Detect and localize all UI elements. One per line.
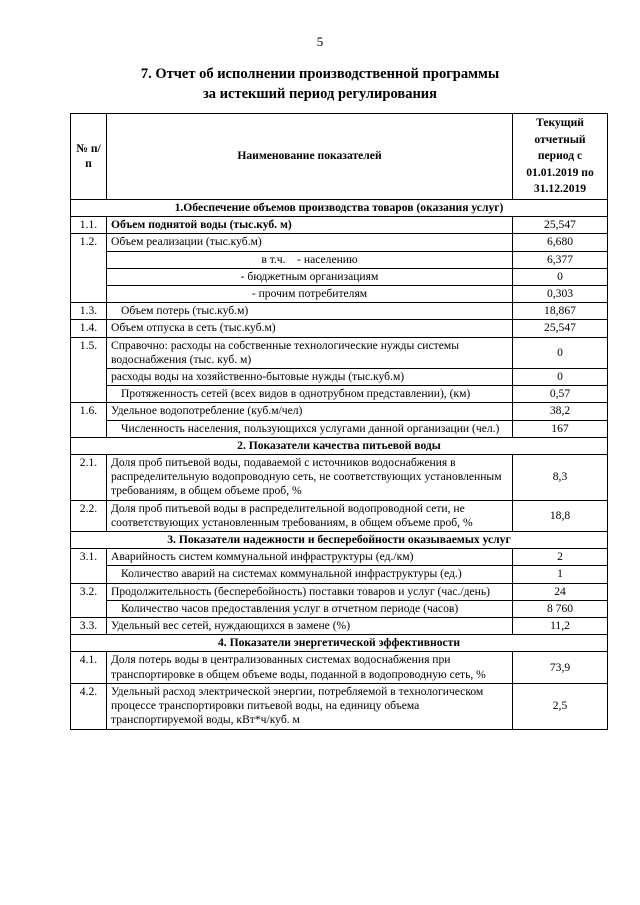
table-row <box>71 337 608 368</box>
row-name: Продолжительность (бесперебойность) поставки товаров и услуг (час./день) <box>107 583 513 600</box>
title-line-2: за истекший период регулирования <box>202 86 438 102</box>
table-row <box>71 403 608 420</box>
table-row <box>71 683 608 729</box>
row-value: 6,680 <box>513 234 608 251</box>
row-number: 3.2. <box>71 583 107 617</box>
row-name: расходы воды на хозяйственно-бытовые нужды (тыс.куб.м) <box>107 369 513 386</box>
table-row <box>71 303 608 320</box>
section-3-title: 3. Показатели надежности и бесперебойности оказываемых услуг <box>71 532 608 549</box>
row-value: 0 <box>513 337 608 368</box>
table-row <box>71 600 608 617</box>
table-row <box>71 500 608 531</box>
page-number: 5 <box>316 34 324 49</box>
row-name: Доля проб питьевой воды в распределительной водопроводной сети, не соответствующих установленным требованиям, в общем объеме проб, % <box>107 500 513 531</box>
row-value: 2,5 <box>513 683 608 729</box>
row-name: Справочно: расходы на собственные технологические нужды системы водоснабжения (тыс. куб. м) <box>107 337 513 368</box>
row-value: 73,9 <box>513 652 608 683</box>
row-name: Объем потерь (тыс.куб.м) <box>107 303 513 320</box>
table-row <box>71 268 608 285</box>
row-number: 2.1. <box>71 455 107 501</box>
table-row <box>71 286 608 303</box>
table-row <box>71 420 608 437</box>
table-row <box>71 369 608 386</box>
row-value: 0 <box>513 369 608 386</box>
row-name: Удельный вес сетей, нуждающихся в замене (%) <box>107 618 513 635</box>
report-table <box>70 113 608 730</box>
section-4-title: 4. Показатели энергетической эффективности <box>71 635 608 652</box>
row-number: 4.2. <box>71 683 107 729</box>
table-row <box>71 566 608 583</box>
table-row <box>71 618 608 635</box>
row-name: Количество часов предоставления услуг в отчетном периоде (часов) <box>107 600 513 617</box>
row-value: 0 <box>513 268 608 285</box>
table-row <box>71 234 608 251</box>
table-row <box>71 583 608 600</box>
row-number: 1.3. <box>71 303 107 320</box>
row-number: 1.6. <box>71 403 107 437</box>
table-row <box>71 251 608 268</box>
row-name: Объем реализации (тыс.куб.м) <box>107 234 513 251</box>
section-1-title: 1.Обеспечение объемов производства товаров (оказания услуг) <box>71 200 608 217</box>
row-value: 18,8 <box>513 500 608 531</box>
section-row <box>71 437 608 454</box>
row-number: 1.4. <box>71 320 107 337</box>
row-value: 6,377 <box>513 251 608 268</box>
section-row <box>71 200 608 217</box>
row-number: 1.2. <box>71 234 107 303</box>
row-value: 18,867 <box>513 303 608 320</box>
row-number: 4.1. <box>71 652 107 683</box>
section-row <box>71 635 608 652</box>
row-name: - бюджетным организациям <box>107 268 513 285</box>
row-value: 0,57 <box>513 386 608 403</box>
row-value: 2 <box>513 549 608 566</box>
section-row <box>71 532 608 549</box>
section-2-title: 2. Показатели качества питьевой воды <box>71 437 608 454</box>
row-value: 167 <box>513 420 608 437</box>
row-name: Объем отпуска в сеть (тыс.куб.м) <box>107 320 513 337</box>
header-period: Текущий отчетный период с 01.01.2019 по 31.12.2019 <box>513 114 608 200</box>
row-name: Доля проб питьевой воды, подаваемой с источников водоснабжения в распределительную водопроводную сеть, не соответствующих установленным требованиям, в общем объеме проб, % <box>107 455 513 501</box>
row-name: Протяженность сетей (всех видов в однотрубном представлении), (км) <box>107 386 513 403</box>
row-value: 0,303 <box>513 286 608 303</box>
table-row <box>71 455 608 501</box>
row-name: Объем поднятой воды (тыс.куб. м) <box>107 217 513 234</box>
row-name: - прочим потребителям <box>107 286 513 303</box>
title-line-1: 7. Отчет об исполнении производственной программы <box>140 66 500 82</box>
row-number: 3.1. <box>71 549 107 583</box>
row-value: 8,3 <box>513 455 608 501</box>
row-number: 3.3. <box>71 618 107 635</box>
row-value: 8 760 <box>513 600 608 617</box>
row-value: 38,2 <box>513 403 608 420</box>
row-value: 24 <box>513 583 608 600</box>
row-name: Количество аварий на системах коммунальной инфраструктуры (ед.) <box>107 566 513 583</box>
row-value: 25,547 <box>513 217 608 234</box>
row-number: 2.2. <box>71 500 107 531</box>
table-row <box>71 652 608 683</box>
page-title <box>0 64 640 104</box>
row-number: 1.1. <box>71 217 107 234</box>
row-number: 1.5. <box>71 337 107 403</box>
table-row <box>71 386 608 403</box>
row-name: Аварийность систем коммунальной инфраструктуры (ед./км) <box>107 549 513 566</box>
header-name: Наименование показателей <box>107 114 513 200</box>
header-row <box>71 114 608 200</box>
row-value: 11,2 <box>513 618 608 635</box>
row-name: Удельное водопотребление (куб.м/чел) <box>107 403 513 420</box>
row-name: в т.ч. - населению <box>107 251 513 268</box>
row-name: Доля потерь воды в централизованных системах водоснабжения при транспортировке в общем объеме воды, поданной в водопроводную сеть, % <box>107 652 513 683</box>
row-value: 25,547 <box>513 320 608 337</box>
table-row <box>71 320 608 337</box>
row-value: 1 <box>513 566 608 583</box>
row-name: Численность населения, пользующихся услугами данной организации (чел.) <box>107 420 513 437</box>
table-row <box>71 549 608 566</box>
row-name: Удельный расход электрической энергии, потребляемой в технологическом процессе транспортировки питьевой воды, на единицу объема транспортируемой воды, кВт*ч/куб. м <box>107 683 513 729</box>
header-num: № п/п <box>71 114 107 200</box>
table-row <box>71 217 608 234</box>
